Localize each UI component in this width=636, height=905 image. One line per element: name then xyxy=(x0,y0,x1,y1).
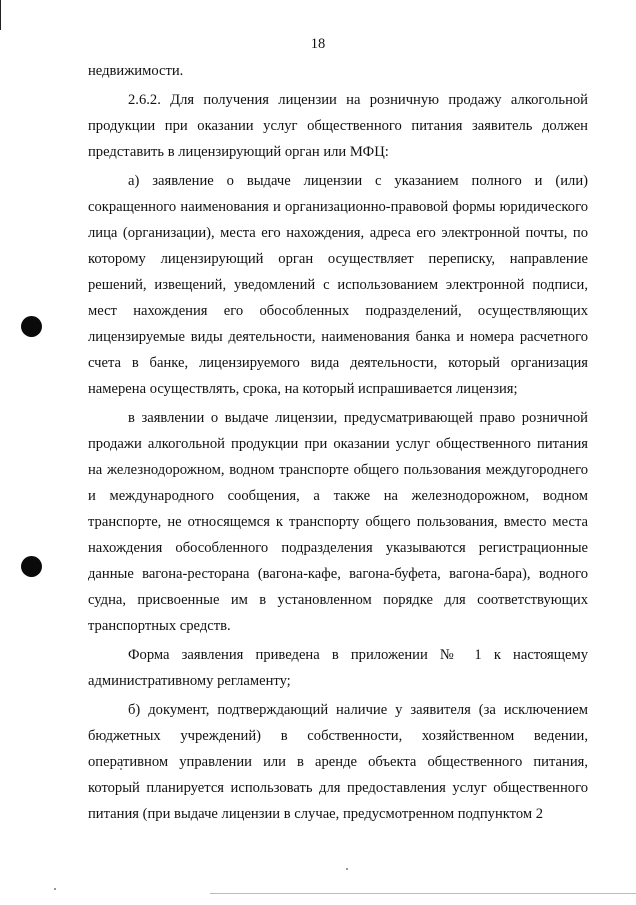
page-number: 18 xyxy=(310,36,326,52)
paragraph-transport-clause: в заявлении о выдаче лицензии, предусматривающей право розничной продажи алкогольной продукции при оказании услуг общественного питания на железнодорожном, водном транспорте общего пользования междугороднего и международного сообщения, а также на железнодорожном, водном транспорте, не относящемся к транспорту общего пользования, вместо места нахождения обособленного подразделения указываются регистрационные данные вагона-ресторана (вагона-кафе, вагона-буфета, вагона-бара), водного судна, присвоенные им в установленном порядке для соответствующих транспортных средств. xyxy=(88,410,588,634)
scan-edge-bottom xyxy=(210,893,636,894)
paragraph-item-b: б) документ, подтверждающий наличие у заявителя (за исключением бюджетных учреждений) в собственности, хозяйственном ведении, оперативном управлении или в аренде объекта общественного питания, который планируется использовать для предоставления услуг общественного питания (при выдаче лицензии в случае, предусмотренном подпунктом 2 xyxy=(88,702,588,822)
scan-speck xyxy=(54,888,56,890)
scan-edge-left xyxy=(0,0,1,30)
paragraph-continuation: недвижимости. xyxy=(88,63,184,79)
paragraph-form-reference: Форма заявления приведена в приложении № 1 к настоящему административному регламенту; xyxy=(88,647,588,689)
paragraph-section-2-6-2: 2.6.2. Для получения лицензии на розничную продажу алкогольной продукции при оказании услуг общественного питания заявитель должен представить в лицензирующий орган или МФЦ: xyxy=(88,92,588,160)
document-body xyxy=(88,58,588,827)
punch-hole-top xyxy=(21,316,42,337)
paragraph-item-a: а) заявление о выдаче лицензии с указанием полного и (или) сокращенного наименования и организационно-правовой формы юридического лица (организации), места его нахождения, адреса его электронной почты, по которому лицензирующий орган осуществляет переписку, направление решений, извещений, уведомлений с использованием электронной подписи, мест нахождения его обособленных подразделений, осуществляющих лицензируемые виды деятельности, наименования банка и номера расчетного счета в банке, лицензируемого вида деятельности, который организация намерена осуществлять, срока, на который испрашивается лицензия; xyxy=(88,173,588,397)
scan-speck xyxy=(346,868,348,870)
punch-hole-bottom xyxy=(21,556,42,577)
